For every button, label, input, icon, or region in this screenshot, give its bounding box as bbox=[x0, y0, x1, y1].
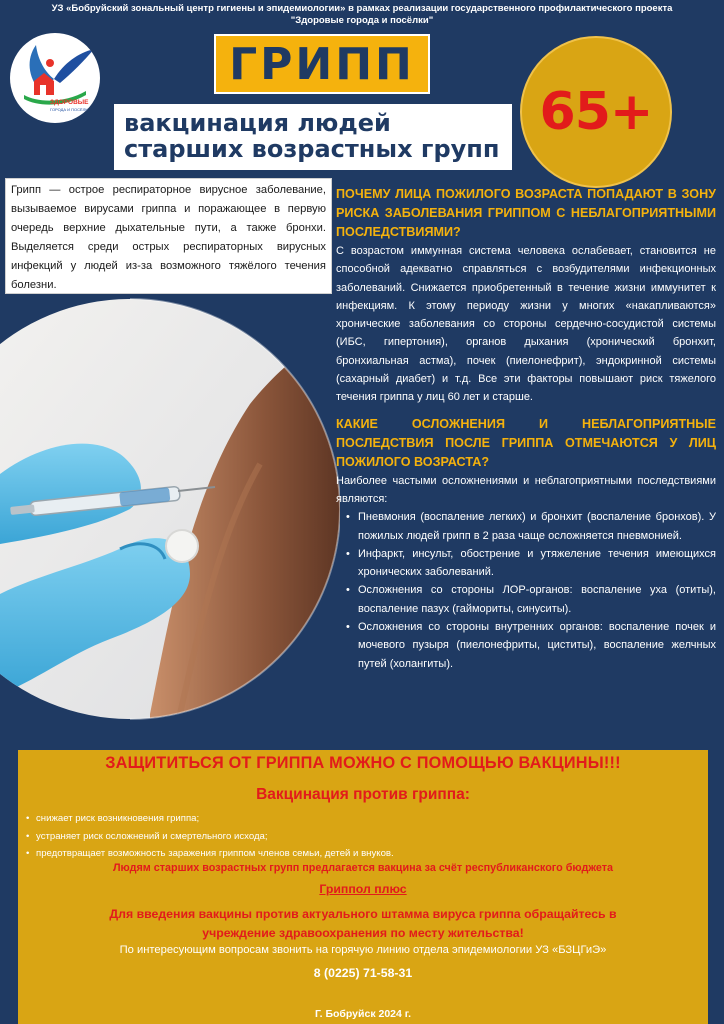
title-banner bbox=[214, 34, 430, 94]
question-2-heading: КАКИЕ ОСЛОЖНЕНИЯ И НЕБЛАГОПРИЯТНЫЕ ПОСЛЕДСТВИЯ ПОСЛЕ ГРИППА ОТМЕЧАЮТСЯ У ЛИЦ ПОЖИЛОГО ВОЗРАСТА? bbox=[336, 416, 716, 469]
vaccination-illustration bbox=[0, 294, 340, 724]
list-item: • Осложнения со стороны внутренних органов: воспаление почек и мочевого пузыря (пиелонефриты, циститы), воспаление желчных путей (холангиты). bbox=[344, 618, 716, 673]
apply-line-2: учреждение здравоохранения по месту жительства! bbox=[202, 926, 524, 940]
header-line-1: УЗ «Бобруйский зональный центр гигиены и эпидемиологии» в рамках реализации государственного профилактического проекта bbox=[51, 3, 673, 14]
footer-city-year: Г. Бобруйск 2024 г. bbox=[314, 1008, 412, 1020]
benefits-list bbox=[26, 810, 394, 863]
age-badge bbox=[520, 36, 672, 188]
list-item: • Пневмония (воспаление легких) и бронхит (воспаление бронхов). У пожилых людей грипп в 2 раза чаще осложняется пневмонией. bbox=[344, 508, 716, 545]
slogan: ЗАЩИТИТЬСЯ ОТ ГРИППА МОЖНО С ПОМОЩЬЮ ВАКЦИНЫ!!! bbox=[105, 754, 621, 772]
header-line-2: "Здоровые города и посёлки" bbox=[290, 15, 434, 26]
vaccination-panel bbox=[18, 750, 708, 1024]
logo-subtext: ГОРОДА И ПОСЁЛКИ bbox=[50, 107, 91, 112]
subtitle-line-1: вакцинация людей bbox=[124, 109, 391, 137]
logo-text: ЗДОРОВЫЕ bbox=[50, 99, 89, 106]
header-organization bbox=[0, 0, 724, 27]
subtitle-line-2: старших возрастных групп bbox=[124, 135, 500, 163]
age-badge-text: 65+ bbox=[539, 82, 653, 142]
apply-line-1: Для введения вакцины против актуального штамма вируса гриппа обращайтесь в bbox=[109, 907, 617, 921]
apply-note bbox=[18, 905, 708, 943]
question-2-intro: Наиболее частыми осложнениями и неблагоприятными последствиями являются: bbox=[336, 474, 716, 505]
complications-list bbox=[336, 508, 716, 673]
hotline-phone: 8 (0225) 71-58-31 bbox=[313, 966, 413, 980]
list-item: • предотвращает возможность заражения гриппом членов семьи, детей и внуков. bbox=[26, 845, 394, 863]
list-item: • Инфаркт, инсульт, обострение и утяжеление течения имеющихся хронических заболеваний. bbox=[344, 545, 716, 582]
healthy-cities-logo bbox=[10, 33, 100, 123]
budget-note: Людям старших возрастных групп предлагается вакцина за счёт республиканского бюджета bbox=[112, 862, 614, 874]
hotline-note: По интересующим вопросам звонить на горячую линию отдела эпидемиологии УЗ «БЗЦГиЭ» bbox=[119, 944, 607, 956]
vaccination-photo bbox=[0, 294, 340, 724]
info-column bbox=[336, 185, 716, 673]
list-item: • снижает риск возникновения гриппа; bbox=[26, 810, 394, 828]
question-1-answer: С возрастом иммунная система человека ослабевает, становится не способной адекватно справляться с возбудителями инфекционных заболеваний. Снижается приобретенный в течение жизни иммунитет к инфекциям. К этому периоду жизни у многих «накапливаются» хронические заболевания со стороны сердечно-сосудистой системы (ИБС, гипертония), органов дыхания (хронический бронхит, бронхиальная астма), почек (пиелонефрит), эндокринной системы (сахарный диабет) и т.д. Все эти факторы повышают риск тяжелого течения гриппа у лиц 60 лет и старше. bbox=[336, 245, 716, 404]
question-1-heading: ПОЧЕМУ ЛИЦА ПОЖИЛОГО ВОЗРАСТА ПОПАДАЮТ В ЗОНУ РИСКА ЗАБОЛЕВАНИЯ ГРИППОМ С НЕБЛАГОПРИЯТНЫМИ ПОСЛЕДСТВИЯМИ? bbox=[336, 187, 716, 239]
page-title: ГРИПП bbox=[229, 38, 415, 90]
vaccine-name: Гриппол плюс bbox=[319, 882, 407, 896]
list-item: • Осложнения со стороны ЛОР-органов: воспаление уха (отиты), воспаление пазух (гаймориты, синуситы). bbox=[344, 581, 716, 618]
vaccination-title: Вакцинация против гриппа: bbox=[256, 786, 470, 803]
flu-definition: Грипп — острое респираторное вирусное заболевание, вызываемое вирусами гриппа и поражающее в первую очередь верхние дыхательные пути, а также бронхи. Выделяется среди острых респираторных вирусных инфекций у людей из-за возможного тяжёлого течения болезни. bbox=[5, 178, 332, 294]
subtitle-banner bbox=[114, 104, 512, 170]
list-item: • устраняет риск осложнений и смертельного исхода; bbox=[26, 828, 394, 846]
